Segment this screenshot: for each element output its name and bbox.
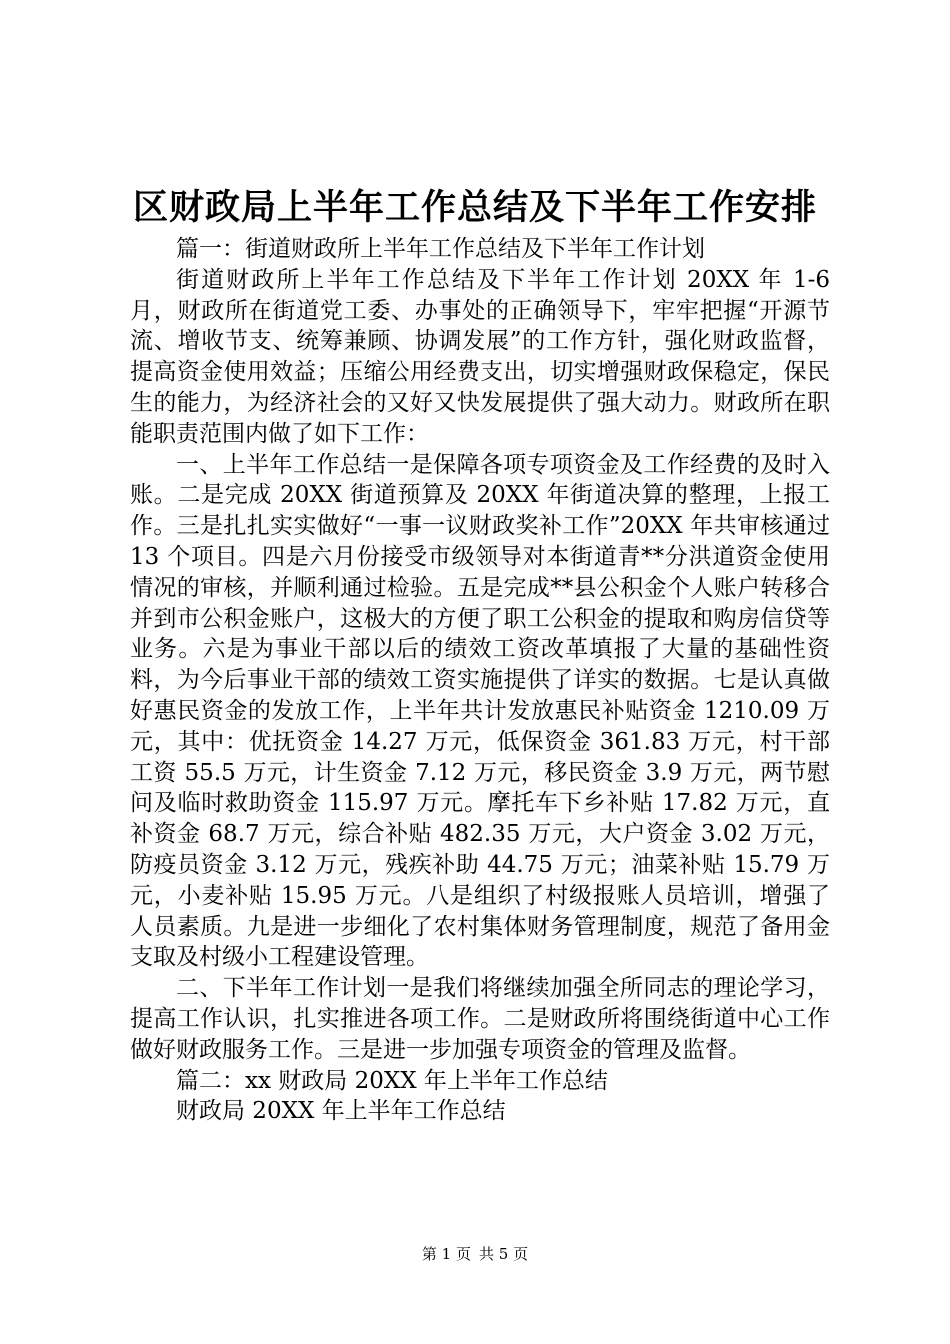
paragraph-first-half-summary: 一、上半年工作总结一是保障各项专项资金及工作经费的及时入账。二是完成 20XX 街道预算及 20XX 年街道决算的整理，上报工作。三是扎扎实实做好“一事一议财政奖补工作”20XX 年共审核通过 13 个项目。四是六月份接受市级领导对本街道青**分洪道资金使用情况的审核，并顺利通过检验。五是完成**县公积金个人账户转移合并到市公积金账户，这极大的方便了职工公积金的提取和购房信贷等业务。六是为事业干部以后的绩效工资改革填报了大量的基础性资料，为今后事业干部的绩效工资实施提供了详实的数据。七是认真做好惠民资金的发放工作，上半年共计发放惠民补贴资金 1210.09 万元，其中：优抚资金 14.27 万元，低保资金 361.83 万元，村干部工资 55.5 万元，计生资金 7.12 万元，移民资金 3.9 万元，两节慰问及临时救助资金 115.97 万元。摩托车下乡补贴 17.82 万元，直补资金 68.7 万元，综合补贴 482.35 万元，大户资金 3.02 万元，防疫员资金 3.12 万元，残疾补助 44.75 万元；油菜补贴 15.79 万元，小麦补贴 15.95 万元。八是组织了村级报账人员培训，增强了人员素质。九是进一步细化了农村集体财务管理制度，规范了备用金支取及村级小工程建设管理。: [130, 451, 830, 971]
paragraph-second-half-plan: 二、下半年工作计划一是我们将继续加强全所同志的理论学习，提高工作认识，扎实推进各项工作。二是财政所将围绕街道中心工作做好财政服务工作。三是进一步加强专项资金的管理及监督。: [130, 975, 830, 1063]
page-footer: [0, 1244, 950, 1264]
paragraph-intro: 街道财政所上半年工作总结及下半年工作计划 20XX 年 1-6 月，财政所在街道党工委、办事处的正确领导下，牢牢把握“开源节流、增收节支、统筹兼顾、协调发展”的工作方针，强化财政监督，提高资金使用效益；压缩公用经费支出，切实增强财政保稳定，保民生的能力，为经济社会的又好又快发展提供了强大动力。财政所在职能职责范围内做了如下工作：: [130, 266, 830, 447]
page-number: 第 1 页: [421, 1245, 471, 1263]
section-heading-1: 篇一：街道财政所上半年工作总结及下半年工作计划: [176, 236, 705, 262]
section-heading-2: 篇二：xx 财政局 20XX 年上半年工作总结: [176, 1067, 608, 1094]
paragraph-subtitle: 财政局 20XX 年上半年工作总结: [176, 1098, 506, 1125]
document-title: 区财政局上半年工作总结及下半年工作安排: [132, 187, 817, 228]
document-body: [130, 234, 830, 1127]
page-total: 共 5 页: [479, 1245, 529, 1263]
